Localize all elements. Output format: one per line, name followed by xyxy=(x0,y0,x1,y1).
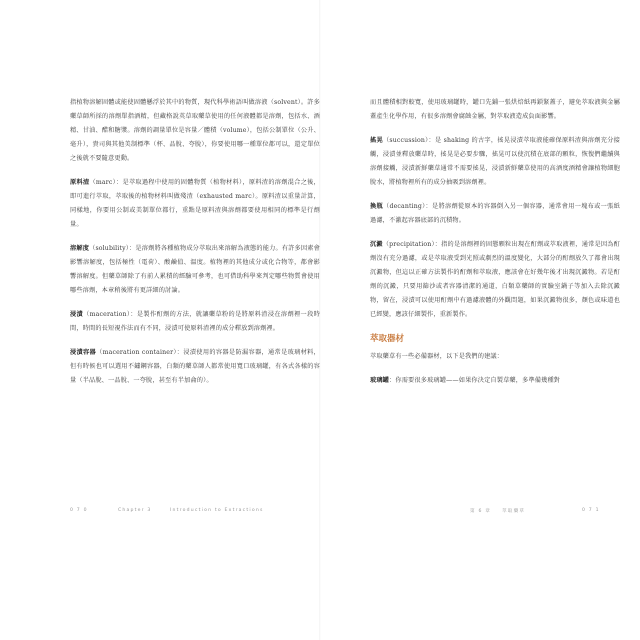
page-number: 0 7 1 xyxy=(582,508,600,513)
paragraph xyxy=(70,96,320,166)
section-label: 第 6 章 xyxy=(470,509,492,514)
glossary-term: 原料渣 xyxy=(70,179,90,186)
paragraph xyxy=(370,134,620,190)
paragraph xyxy=(70,308,320,336)
glossary-term: 浸漬容器 xyxy=(70,349,97,356)
glossary-term: 搖晃 xyxy=(370,137,383,144)
paragraph-text: （solubility）：是溶劑將各種植物成分萃取出來溶解為液態的能力。有許多因素會影響溶解度，包括極性（電荷）、酸鹼值、溫度。植物裡的其他成分或化合物等，都會影響溶解度。但藥草師除了有前人累積的經驗可參考，也可借助科學來判定哪些物質會使用哪些溶劑，本章稍後將有更詳細的討論。 xyxy=(70,245,320,294)
paragraph xyxy=(70,242,320,298)
paragraph xyxy=(370,374,620,388)
chapter-title: Introduction to Extractions xyxy=(170,508,264,513)
paragraph xyxy=(370,200,620,228)
glossary-term: 浸漬 xyxy=(70,311,84,318)
right-page xyxy=(370,96,620,516)
glossary-term: 玻璃罐 xyxy=(370,377,390,384)
left-page-footer xyxy=(70,508,320,518)
paragraph-text: （maceration）：是製作酊劑的方法，就讓藥草粉的是將原料渣浸在溶劑裡一段時間，時間的長短視作法而有不同，浸漬可使原料渣裡的成分釋放到溶劑裡。 xyxy=(70,311,320,332)
paragraph xyxy=(370,238,620,322)
paragraph-text: 而且體積相對較寬，使用玻璃罐時，罐口先鋪一張烘焙紙再鎖緊蓋子，避免萃取液與金屬蓋產生化學作用，有很多溶劑會腐蝕金屬，對萃取液造成負面影響。 xyxy=(370,99,620,120)
glossary-term: 溶解度 xyxy=(70,245,90,252)
paragraph-text: ：你需要很多玻璃罐——如果你決定自製草藥，多準備幾種對 xyxy=(389,377,561,384)
paragraph-text: 萃取藥草有一些必備器材，以下是我們的建議： xyxy=(370,353,504,360)
left-page xyxy=(70,96,320,516)
section-heading: 萃取器材 xyxy=(370,334,405,344)
paragraph xyxy=(70,176,320,232)
right-page-footer xyxy=(370,508,620,518)
paragraph-text: （precipitation）：指的是溶劑裡的固態顆粒出現在酊劑或萃取液裡，通常是因為酊劑沒有充分過濾，或是萃取液受到光照或劇烈的溫度變化，大部分的酊劑放久了都會出現沉澱物，但這以正確方法製作的酊劑和萃取液，應該會在好幾年後才出現沉澱物。若是酊劑的沉澱，只要用篩沙或者容器清潔的通道，白類草藥師的實驗室鍋子等加入去除沉澱物，留在，浸漬可以使用酊劑中有過濾液體的外觀問題，如果沉澱物很多，顏色或味道也已經變，應該仔細製作，重新製作。 xyxy=(370,241,620,318)
paragraph-text: 指植物溶解固體或能使固體懸浮於其中的物質，現代科學術語叫做溶液（solvent）。許多藥草師所採的溶劑單指酒精，但藏格說英草取藥草使用的任何液體都是溶劑，包括水、酒精、甘油、醋和糖漿。溶劑的調量單位是容量／體積（volume），包括公制單位（公升、毫升），貴司與其他美制標準（杯、品脫、夸脫），你要使用哪一種單位都可以，還定單位之後就不要隨意更動。 xyxy=(70,99,320,162)
chapter-label: Chapter 3 xyxy=(118,508,152,513)
paragraph-text: （succussion）：是 shaking 的古字，搖晃浸漬萃取液能確保原料渣與溶劑充分接觸，浸漬並釋放藥草時，搖晃是必要步驟，搖晃可以使沉積在底部的顆粒，恢復們繼續與溶劑接觸，浸漬新鮮藥草通常不需要搖晃，浸漬新鮮藥草使用的高酒度酒精會讓植物細胞脫水，將植物裡所有的成分抽吸到溶劑裡。 xyxy=(370,137,620,186)
paragraph xyxy=(370,350,620,364)
section-title: 萃取藥草 xyxy=(502,509,526,514)
paragraph-text: （decanting）：是將溶劑從原本的容器倒入另一個容器，通常會用一塊布或一張紙過濾，不激起容器底部的沉積物。 xyxy=(370,203,620,224)
glossary-term: 沉澱 xyxy=(370,241,383,248)
page-number: 0 7 0 xyxy=(70,508,88,513)
paragraph-text: （marc）：是萃取過程中使用的固體物質（植物材料），原料渣的溶劑混合之後，即可進行萃取，萃取後的植物材料叫做殘渣（exhausted marc）。原料渣以重量計算，同樣地，你要用公制或美制單位都行，重點是原料渣與溶劑都要使用相同的標準是行劑量。 xyxy=(70,179,320,228)
glossary-term: 換瓶 xyxy=(370,203,383,210)
paragraph xyxy=(70,346,320,388)
paragraph-text: （maceration container）：浸漬使用的容器是防漏容器，通常是玻璃材料，但有時候也可以選用不鏽鋼容器，白類的藥草師人都常使用寬口玻璃罐，有各式各樣的容量（半品脫、一品脫、一夸脫，甚至有半加侖的）。 xyxy=(70,349,320,384)
paragraph xyxy=(370,96,620,124)
